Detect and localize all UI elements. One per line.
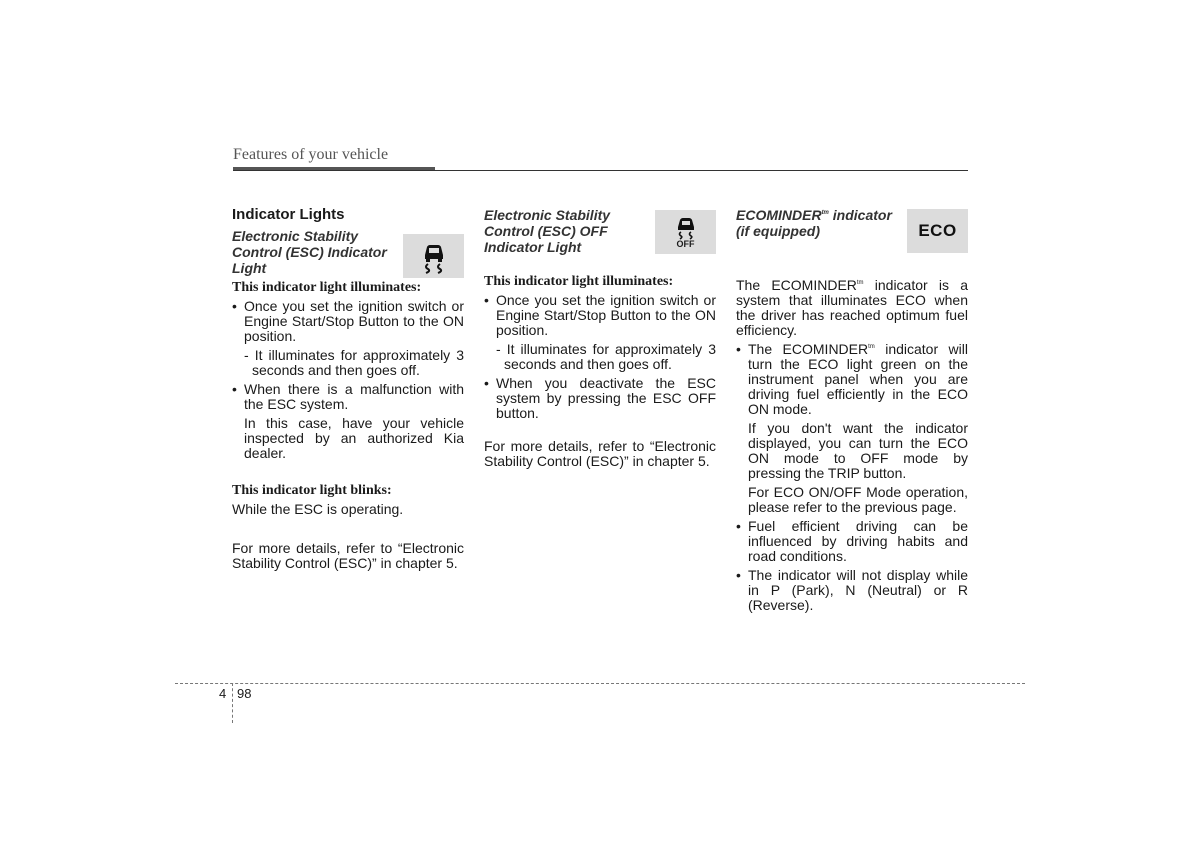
bullet-text: Fuel efficient driving can be influenced by driving habits and road conditions. xyxy=(748,518,968,564)
bullet-subnote: - It illuminates for approximately 3 seconds and then goes off. xyxy=(496,341,716,372)
illuminates-label: This indicator light illuminates: xyxy=(484,274,674,289)
more-details: For more details, refer to “Electronic Stability Control (ESC)” in chapter 5. xyxy=(232,540,464,571)
ecominder-subtitle xyxy=(736,207,906,239)
trademark-mark: tm xyxy=(856,280,864,286)
subtitle-qualifier: (if equipped) xyxy=(736,223,820,239)
footer-divider xyxy=(175,683,1025,684)
eco-icon-label: ECO xyxy=(918,221,957,240)
blinks-text: While the ESC is operating. xyxy=(232,501,404,517)
esc-off-icon-graphic xyxy=(673,216,699,240)
trademark-mark: tm xyxy=(868,344,875,350)
list-item xyxy=(484,293,716,372)
esc-subtitle: Electronic Stability Control (ESC) Indicator Light xyxy=(232,228,387,276)
page-number: 98 xyxy=(237,686,252,701)
ecominder-intro xyxy=(736,278,968,338)
footer-divider-vertical xyxy=(232,683,233,723)
bullet-text: When you deactivate the ESC system by pressing the ESC OFF button. xyxy=(496,375,716,421)
list-item xyxy=(736,342,968,515)
intro-text: The ECOMINDER xyxy=(736,277,857,293)
page-header-title: Features of your vehicle xyxy=(233,146,389,163)
illuminates-list xyxy=(484,293,716,421)
chapter-number: 4 xyxy=(219,686,227,701)
section-heading: Indicator Lights xyxy=(232,206,345,223)
bullet-subnote: - It illuminates for approximately 3 seconds and then goes off. xyxy=(244,347,464,378)
esc-skid-car-icon xyxy=(403,234,464,278)
bullet-continuation: If you don't want the indicator displayed, you can turn the ECO ON mode to OFF mode by pressing the TRIP button. xyxy=(748,420,968,481)
list-item xyxy=(232,382,464,461)
bullet-continuation: For ECO ON/OFF Mode operation, please refer to the previous page. xyxy=(748,484,968,515)
illuminates-list xyxy=(232,299,464,461)
bullet-text: When there is a malfunction with the ESC system. xyxy=(244,381,464,412)
list-item xyxy=(484,376,716,421)
list-item xyxy=(736,568,968,613)
column-ecominder xyxy=(736,207,968,617)
more-details: For more details, refer to “Electronic Stability Control (ESC)” in chapter 5. xyxy=(484,438,716,469)
bullet-text: The ECOMINDER xyxy=(748,341,869,357)
esc-off-icon xyxy=(655,210,716,254)
trademark-mark: tm xyxy=(821,210,829,216)
bullet-text: The indicator will not display while in P (Park), N (Neutral) or R (Reverse). xyxy=(748,567,968,613)
bullet-text: Once you set the ignition switch or Engine Start/Stop Button to the ON position. xyxy=(496,292,716,338)
subtitle-text: ECOMINDER xyxy=(736,207,822,223)
ecominder-list xyxy=(736,342,968,613)
intro-text: indicator is a system that illuminates ECO when the driver has reached optimum fuel efficiency. xyxy=(736,277,968,338)
blinks-label: This indicator light blinks: xyxy=(232,483,392,498)
esc-off-subtitle: Electronic Stability Control (ESC) OFF Indicator Light xyxy=(484,207,611,255)
illuminates-label: This indicator light illuminates: xyxy=(232,280,422,295)
eco-indicator-icon xyxy=(907,209,968,253)
esc-skid-car-icon-graphic xyxy=(416,238,452,274)
bullet-continuation: In this case, have your vehicle inspected by an authorized Kia dealer. xyxy=(244,415,464,461)
list-item xyxy=(736,519,968,564)
bullet-text: Once you set the ignition switch or Engine Start/Stop Button to the ON position. xyxy=(244,298,464,344)
header-rule xyxy=(233,170,968,171)
subtitle-text: indicator xyxy=(828,207,892,223)
bullet-text: indicator will turn the ECO light green on the instrument panel when you are driving fuel efficiently in the ECO ON mode. xyxy=(748,341,968,417)
list-item xyxy=(232,299,464,378)
esc-off-icon-label: OFF xyxy=(676,238,695,249)
